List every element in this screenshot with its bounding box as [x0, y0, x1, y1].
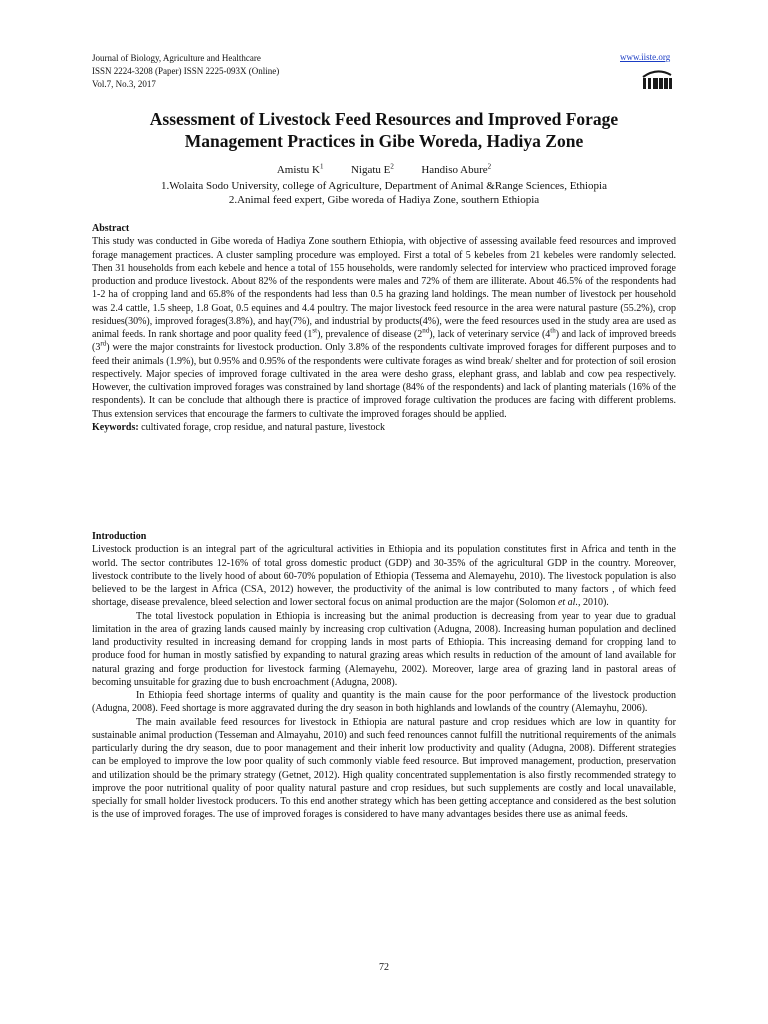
- affiliation-2: 2.Animal feed expert, Gibe woreda of Hadiya Zone, southern Ethiopia: [228, 194, 540, 206]
- keywords-text: cultivated forage, crop residue, and natural pasture, livestock: [138, 421, 385, 433]
- introduction-section: [92, 530, 676, 822]
- author-affil-mark: 2: [390, 162, 394, 171]
- paper-title-line-1: Assessment of Livestock Feed Resources and Improved Forage: [149, 109, 619, 129]
- author-name: Handiso Abure: [421, 164, 488, 176]
- author-list: [92, 163, 676, 178]
- abstract-section: [92, 222, 676, 434]
- introduction-heading: Introduction: [92, 531, 147, 542]
- author-name: Amistu K: [276, 164, 320, 176]
- journal-volume: Vol.7, No.3, 2017: [92, 79, 156, 89]
- author-affil-mark: 1: [319, 162, 324, 171]
- intro-paragraph-2: The total livestock population in Ethiopia is increasing but the animal production is decreasing from year to year due to gradual limitation in the area of grazing lands caused mainly by increasing crop cultivation (Adugna, 2008). Increasing human population and declined land productivity resulted in increasing demand for cropping lands in most parts of Ethiopia. This increasing demand for cropping land to produce food for human in mostly satisfied by expanding to natural grazing areas which results in reduction of the amount of land available for natural grazing and forge production for livestock farming (Alemayehu, 2002). Moreover, large area of grazing land in pastoral areas of becoming unsuitable for grazing due to bush encroachment (Adugna, 2008).: [92, 610, 676, 688]
- journal-header: [92, 52, 279, 91]
- abstract-heading: Abstract: [92, 223, 130, 234]
- keywords-label: Keywords:: [92, 421, 139, 433]
- keywords-line: [92, 421, 676, 434]
- journal-name: Journal of Biology, Agriculture and Healthcare: [92, 53, 261, 63]
- author-affil-mark: 2: [487, 162, 492, 171]
- paper-title: [92, 108, 676, 152]
- page-number: 72: [379, 962, 389, 973]
- journal-issn: ISSN 2224-3208 (Paper) ISSN 2225-093X (Online): [92, 66, 280, 76]
- abstract-text: This study was conducted in Gibe woreda of Hadiya Zone southern Ethiopia, with objective of assessing available feed resources and improved forage management practices. A cluster sampling procedure was employed. First a total of 5 kebeles from 21 kebeles were randomly selected. Then 31 households from each kebele and hence a total of 155 households, were randomly selected for interview who practiced improved forage production and produce livestock. About 82% of the respondents were males and 72% of them are illiterate. About 46.5% of the respondents had 1-2 ha of cropping land and 65.8% of the respondents had less than 0.5 ha grazing land holdings. The mean number of livestock per household was 2.4 cattle, 1.5 sheep, 1.8 Goat, 0.5 equines and 4.4 poultry. The major livestock feed resource in the area were natural pasture (55.2%), crop residues(30%), improved forages(3.8%), and hay(7%), and industrial by products(4%), were the feed resources used in the study area are used as animal feeds. In rank shortage and poor quality feed (1st), prevalence of disease (2nd), lack of veterinary service (4th) and lack of improved breeds (3rd) were the major constraints for livestock production. Only 3.8% of the respondents cultivate improved forages for different purposes and to feed their animals (1.9%), but 0.95% and 0.95% of the respondents were cultivate forages as wind break/ shelter and for protection of soil erosion respectively. Major species of improved forage cultivated in the area were desho grass, elephant grass, and lablab and cow pea respectively. However, the cultivation improved forages was constrained by land shortage (84% of the respondents) and lack of planting materials (16% of the respondents). It can be conclude that although there is practice of improved forage cultivation the produces are facing with different problems. Thus extension services that encourage the farmers to cultivate the improved forages should be applied.: [92, 236, 677, 420]
- intro-paragraph-1: Livestock production is an integral part of the agricultural activities in Ethiopia and its population constitutes first in Africa and tenth in the world. The sector contributes 12-16% of total gross domestic product (GDP) and 30-35% of the agricultural GDP in the country. Moreover, livestock contribute to the lively hood of about 60-70% population of Ethiopia (Tessema and Alemayehu, 2010). The livestock population is also believed to be the largest in Africa (CSA, 2012) however, the productivity of the animal is low contributed to many factors , of which feed shortage, disease prevalence, bleed selection and lower sectoral focus on animal production are the major (Solomon et al., 2010).: [92, 544, 676, 609]
- affiliation-1: 1.Wolaita Sodo University, college of Agriculture, Department of Animal &Range Sciences, Ethiopia: [161, 180, 607, 192]
- paper-title-line-2: Management Practices in Gibe Woreda, Hadiya Zone: [184, 131, 584, 151]
- iiste-logo-icon: [640, 65, 674, 91]
- intro-paragraph-3: In Ethiopia feed shortage interms of quality and quantity is the main cause for the poor performance of the livestock production (Adugna, 2008). Feed shortage is more aggravated during the dry season in both highlands and lowlands of the country (Alemayhu, 2006).: [92, 690, 676, 715]
- author-name: Nigatu E: [350, 164, 391, 176]
- intro-paragraph-4: The main available feed resources for livestock in Ethiopia are natural pasture and crop residues which are low in quantity for sustainable animal production (Tesseman and Almayahu, 2010) and such feed renounces cannot fulfill the nutritional requirements of the animals particularly during the dry season, due to poor management and their inherit low productivity and quality (Adugna, 2008). Different strategies can be employed to improve the low poor quality of such commonly viable feed resource. But improved management, production, preservation and utilization should be the primary strategy (Getnet, 2012). High quality concentrated supplementation is also firstly recommended strategy to improve the poor nutritional quality of poor quality natural pasture and crop residues, but such supplements are costly and local unavailable, specially for small holder livestock producers. To this end another strategy which has been getting acceptance and considered as the best solution is the use of improved forages. The use of improved forages is considered to have many advantages besides there use as animal feeds.: [92, 716, 676, 821]
- journal-url-link[interactable]: www.iiste.org: [620, 52, 671, 62]
